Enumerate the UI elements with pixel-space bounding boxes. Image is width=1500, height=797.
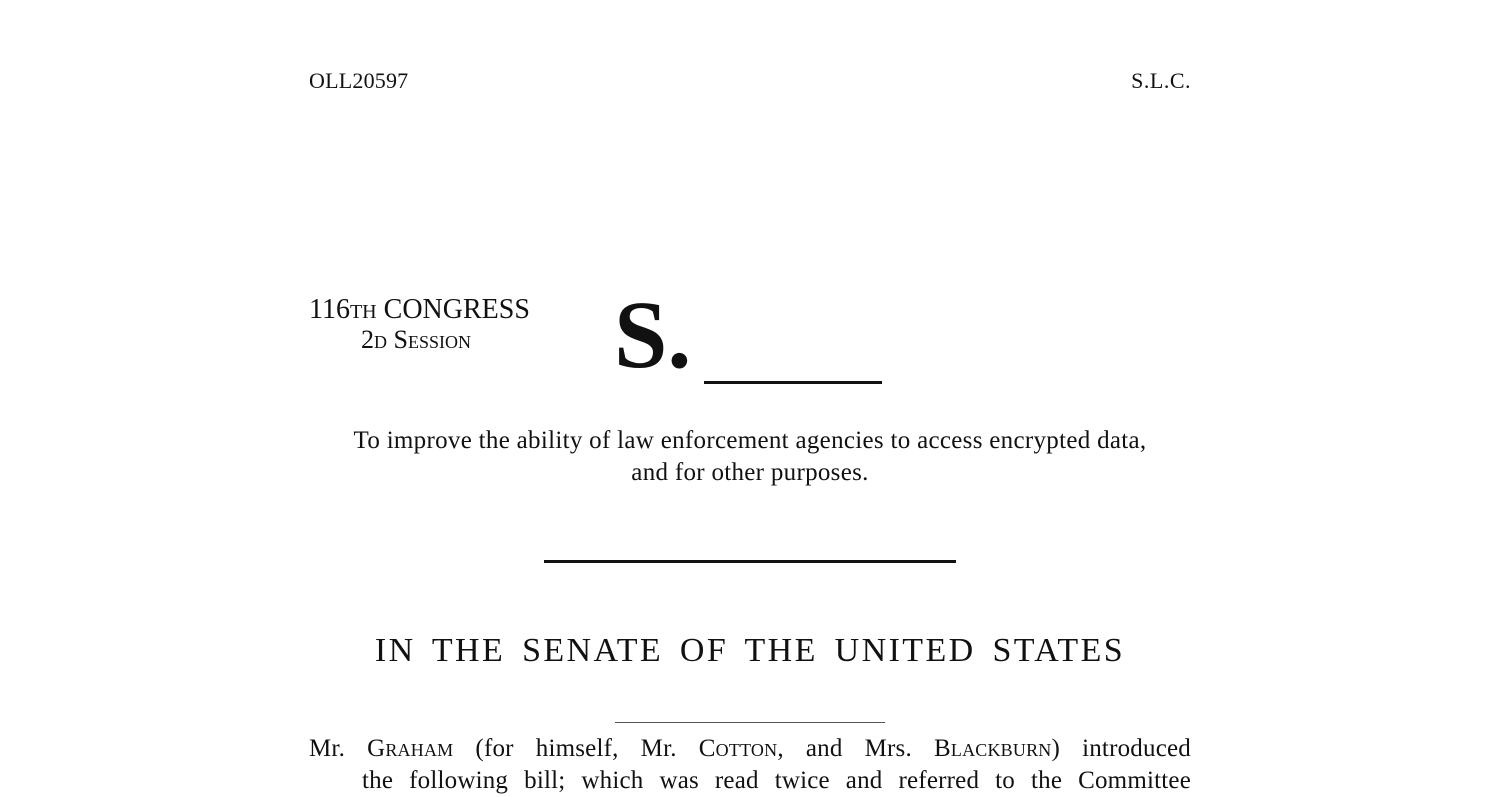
congress-session-block [309, 294, 559, 354]
session-label: Session [393, 325, 471, 354]
bill-purpose [300, 425, 1200, 489]
congress-number: 116 [309, 294, 350, 325]
intro-text-2: (for himself, Mr. [453, 735, 699, 762]
intro-text-4: ) introduced [1051, 735, 1191, 762]
intro-text-3: , and Mrs. [777, 735, 934, 762]
purpose-line-1: To improve the ability of law enforcement agencies to access encrypted data, [353, 427, 1147, 454]
congress-line [309, 294, 559, 326]
purpose-line-2: and for other purposes. [631, 459, 869, 486]
session-number: 2 [361, 325, 374, 354]
slc-marker: S.L.C. [1131, 68, 1191, 93]
document-id: OLL20597 [309, 68, 409, 93]
section-divider [544, 560, 956, 563]
session-suffix: d [374, 325, 387, 354]
cosponsor-name-1: Cotton [698, 735, 778, 762]
introduction-line-2: the following bill; which was read twice and referred to the Committee [362, 767, 1191, 794]
sponsor-name: Graham [367, 735, 454, 762]
intro-text-1: Mr. [309, 735, 368, 762]
cosponsor-name-2: Blackburn [934, 735, 1052, 762]
congress-label: CONGRESS [383, 294, 530, 325]
bill-prefix: S. [614, 281, 692, 388]
chamber-heading: IN THE SENATE OF THE UNITED STATES [374, 632, 1126, 669]
congress-suffix: th [349, 294, 377, 325]
session-line [361, 326, 559, 354]
introduction-line-1 [309, 733, 1191, 765]
bill-number-blank [704, 381, 882, 384]
short-divider [615, 722, 885, 723]
